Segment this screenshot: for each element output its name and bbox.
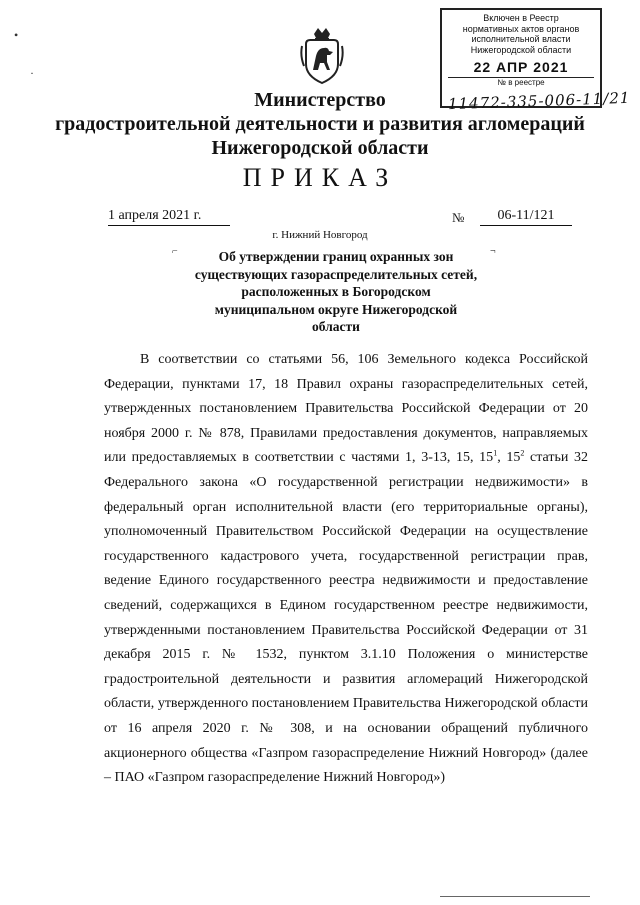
corner-mark-right: ¬ — [490, 246, 496, 257]
coat-of-arms-icon — [300, 26, 344, 86]
superscript-1: 1 — [493, 448, 498, 458]
body-text-part-1: В соответствии со статьями 56, 106 Земельного кодекса Российской Федерации, пунктами 17, 18 Правил охраны газораспределительных сетей, утвержденных постановлением Правительства Российской Федерации от 20 ноября 2000 г. № 878, Правилами предоставления документов, направляемых или предоставляемых в соответствии с частями 1, 3-13, 15, 15 — [104, 352, 588, 466]
subject-line-3: расположенных в Богородском — [241, 284, 431, 299]
body-paragraph — [104, 348, 588, 791]
body-text-part-3: статьи 32 Федерального закона «О государственной регистрации недвижимости» в федеральный орган исполнительной власти (его территориальные органы), уполномоченный Правительством Российской Федерации на осуществление государственного кадастрового учета, государственной регистрации прав, ведение Единого государственного реестра недвижимости и предоставление сведений, содержащихся в Едином государственном реестре недвижимости, утвержденными постановлением Правительства Российской Федерации от 31 декабря 2015 г. № 1532, пунктом 3.1.10 Положения о министерстве градостроительной деятельности и развития агломераций Нижегородской области, утвержденного постановлением Правительства Нижегородской области от 16 апреля 2020 г. № 308, и на основании обращений публичного акционерного общества «Газпром газораспределение Нижний Новгород» (далее – ПАО «Газпром газораспределение Нижний Новгород») — [104, 450, 589, 786]
stamp-date: 22 АПР 2021 — [473, 59, 569, 75]
ministry-line-3: Нижегородской области — [211, 137, 429, 159]
order-date: 1 апреля 2021 г. — [108, 208, 230, 226]
corner-mark-left: ⌐ — [172, 246, 178, 257]
ministry-line-2: градостроительной деятельности и развития агломераций — [55, 113, 585, 135]
margin-mark: · — [30, 66, 34, 80]
city: г. Нижний Новгород — [272, 229, 368, 241]
bottom-rule — [440, 896, 590, 897]
registry-number: 11472-335-006-11/21 — [447, 88, 631, 114]
subject-line-1: Об утверждении границ охранных зон — [218, 249, 454, 264]
body-text-part-2: , 15 — [497, 450, 521, 466]
subject-line-2: существующих газораспределительных сетей, — [194, 266, 478, 282]
stamp-line-3: исполнительной власти — [471, 34, 571, 44]
margin-mark: • — [14, 28, 19, 42]
stamp-registry-label: № в реестре — [497, 78, 545, 87]
subject-line-4: муниципальном округе Нижегородской — [214, 301, 458, 317]
superscript-2: 2 — [520, 448, 525, 458]
stamp-line-2: нормативных актов органов — [462, 23, 580, 34]
order-subject — [175, 248, 497, 336]
document-type-title: ПРИКАЗ — [242, 163, 398, 192]
order-number: 06-11/121 — [480, 208, 572, 226]
subject-line-5: области — [312, 319, 360, 334]
ministry-header — [0, 88, 640, 160]
order-body — [104, 348, 588, 791]
ministry-line-1: Министерство — [254, 89, 386, 111]
stamp-line-4: Нижегородской области — [470, 44, 572, 55]
order-number-label: № — [452, 210, 465, 225]
stamp-line-1: Включен в Реестр — [483, 13, 559, 23]
